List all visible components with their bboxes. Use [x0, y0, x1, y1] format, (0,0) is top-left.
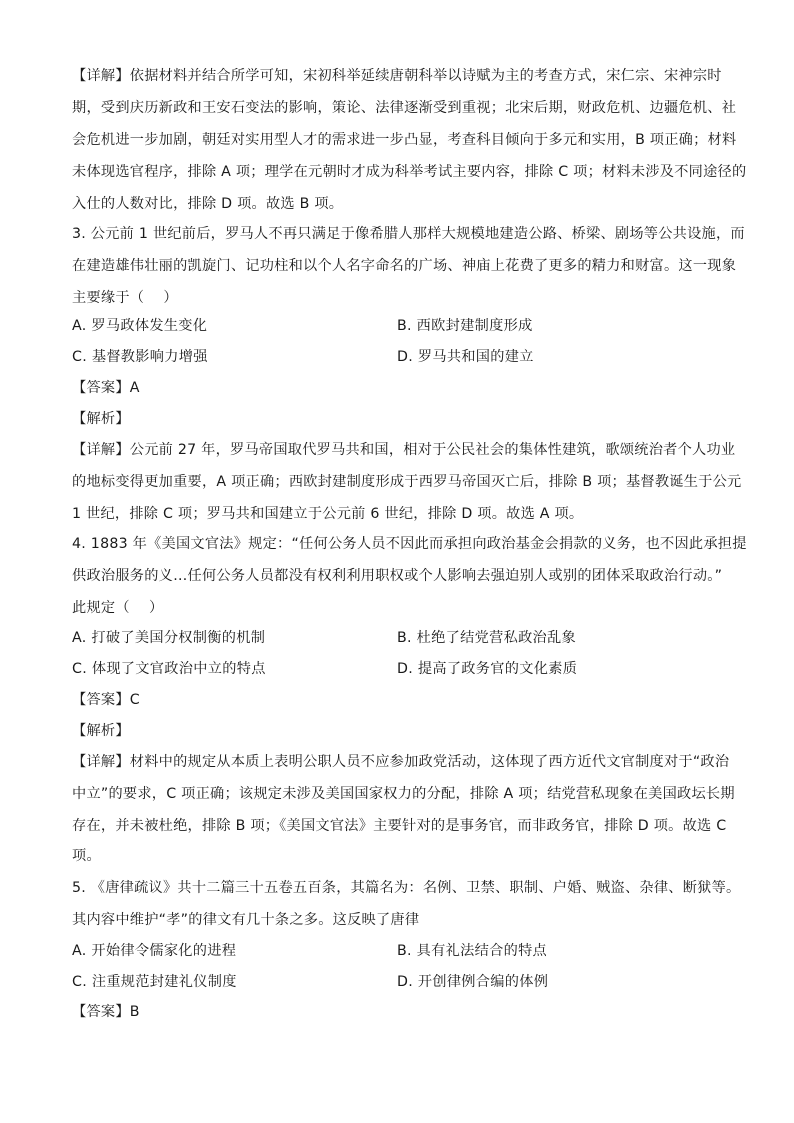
- question-3-detail: 【详解】公元前 27 年，罗马帝国取代罗马共和国，相对于公民社会的集体性建筑，歌颂统治者个人功业: [72, 442, 736, 458]
- question-4-detail: 【详解】材料中的规定从本质上表明公职人员不应参加政党活动，这体现了西方近代文官制度对于“政治: [72, 754, 730, 770]
- detail-line: 会危机进一步加剧，朝廷对实用型人才的需求进一步凸显，考查科目倾向于多元和实用，B 项正确；材料: [72, 132, 737, 148]
- question-3-detail: 的地标变得更加重要，A 项正确；西欧封建制度形成于西罗马帝国灭亡后，排除 B 项；基督教诞生于公元: [72, 474, 742, 490]
- question-3-stem: 3. 公元前 1 世纪前后，罗马人不再只满足于像希腊人那样大规模地建造公路、桥梁、剧场等公共设施，而: [72, 226, 745, 242]
- detail-line: 入仕的人数对比，排除 D 项。故选 B 项。: [72, 196, 344, 212]
- question-5-option-d: D. 开创律例合编的体例: [397, 974, 549, 990]
- question-4-stem: 此规定（ ）: [72, 600, 164, 616]
- question-4-answer: 【答案】C: [72, 692, 140, 708]
- question-3-detail: 1 世纪，排除 C 项；罗马共和国建立于公元前 6 世纪，排除 D 项。故选 A 项。: [72, 506, 584, 522]
- question-4-detail: 中立”的要求，C 项正确；该规定未涉及美国国家权力的分配，排除 A 项；结党营私现象在美国政坛长期: [72, 786, 735, 802]
- question-5-option-a: A. 开始律令儒家化的进程: [72, 943, 237, 959]
- question-3-analysis: 【解析】: [72, 411, 130, 427]
- question-3-option-c: C. 基督教影响力增强: [72, 349, 208, 365]
- question-3-stem: 在建造雄伟壮丽的凯旋门、记功柱和以个人名字命名的广场、神庙上花费了更多的精力和财富。这一现象: [72, 258, 737, 274]
- question-4-stem: 4. 1883 年《美国文官法》规定：“任何公务人员不因此而承担向政治基金会捐款的义务，也不因此承担提: [72, 536, 747, 552]
- question-4-option-c: C. 体现了文官政治中立的特点: [72, 661, 266, 677]
- question-5-stem: 其内容中维护“孝”的律文有几十条之多。这反映了唐律: [72, 912, 420, 928]
- detail-line: 【详解】依据材料并结合所学可知，宋初科举延续唐朝科举以诗赋为主的考查方式，宋仁宗、宋神宗时: [72, 68, 722, 84]
- question-4-detail: 存在，并未被杜绝，排除 B 项；《美国文官法》主要针对的是事务官，而非政务官，排除 D 项。故选 C: [72, 818, 727, 834]
- question-3-answer: 【答案】A: [72, 380, 140, 396]
- question-5-stem: 5. 《唐律疏议》共十二篇三十五卷五百条，其篇名为：名例、卫禁、职制、户婚、贼盗、杂律、断狱等。: [72, 880, 741, 896]
- question-4-analysis: 【解析】: [72, 723, 130, 739]
- question-3-option-b: B. 西欧封建制度形成: [397, 318, 533, 334]
- question-4-option-b: B. 杜绝了结党营私政治乱象: [397, 630, 577, 646]
- question-3-stem: 主要缘于（ ）: [72, 290, 178, 306]
- detail-line: 未体现选官程序，排除 A 项；理学在元朝时才成为科举考试主要内容，排除 C 项；材料未涉及不同途径的: [72, 164, 747, 180]
- question-3-option-d: D. 罗马共和国的建立: [397, 349, 534, 365]
- question-5-option-b: B. 具有礼法结合的特点: [397, 943, 548, 959]
- question-4-detail: 项。: [72, 848, 101, 864]
- question-3-option-a: A. 罗马政体发生变化: [72, 318, 208, 334]
- question-5-option-c: C. 注重规范封建礼仪制度: [72, 974, 237, 990]
- question-4-stem: 供政治服务的义…任何公务人员都没有权利利用职权或个人影响去强迫别人或别的团体采取政治行动。”: [72, 568, 723, 584]
- question-4-option-a: A. 打破了美国分权制衡的机制: [72, 630, 266, 646]
- question-5-answer: 【答案】B: [72, 1004, 140, 1020]
- question-4-option-d: D. 提高了政务官的文化素质: [397, 661, 578, 677]
- detail-line: 期，受到庆历新政和王安石变法的影响，策论、法律逐渐受到重视；北宋后期，财政危机、边疆危机、社: [72, 100, 737, 116]
